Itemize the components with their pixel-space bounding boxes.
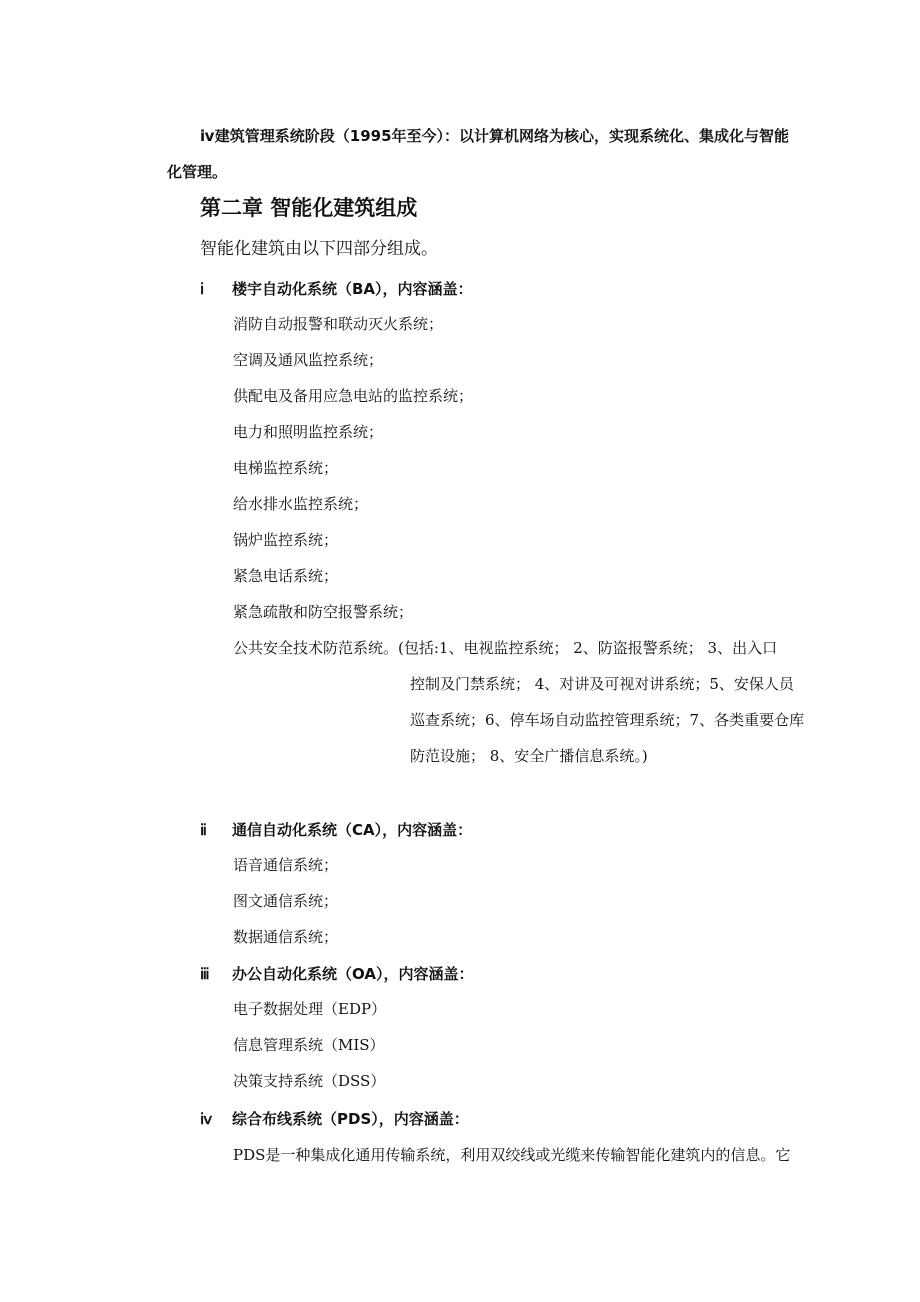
list-item: 空调及通风监控系统； — [233, 351, 384, 369]
section-title: 综合布线系统（PDS），内容涵盖： — [232, 1110, 469, 1128]
intro-paragraph — [167, 118, 837, 190]
section-number: ⅱ — [200, 823, 207, 839]
list-item: 紧急疏散和防空报警系统； — [233, 603, 414, 621]
security-line-4: 防范设施； 8、安全广播信息系统。) — [410, 747, 648, 765]
list-item: 紧急电话系统； — [233, 567, 339, 585]
pds-paragraph: PDS是一种集成化通用传输系统，利用双绞线或光缆来传输智能化建筑内的信息。它 — [233, 1146, 791, 1164]
section-number: ⅲ — [200, 967, 210, 983]
security-line-3: 巡查系统；6、停车场自动监控管理系统；7、各类重要仓库 — [410, 711, 805, 729]
section-list-ca — [233, 847, 338, 955]
section-heading-oa — [200, 963, 473, 984]
list-item: 信息管理系统（MIS） — [233, 1036, 385, 1054]
section-heading-pds — [200, 1108, 469, 1129]
list-item: 决策支持系统（DSS） — [233, 1072, 386, 1090]
security-line-2: 控制及门禁系统； 4、对讲及可视对讲系统；5、安保人员 — [410, 675, 794, 693]
security-line-1: 公共安全技术防范系统。(包括:1、电视监控系统； 2、防盗报警系统； 3、出入口 — [233, 639, 778, 657]
section-number: ⅳ — [200, 1112, 213, 1128]
section-heading-ba — [200, 278, 473, 299]
list-item: 供配电及备用应急电站的监控系统； — [233, 387, 474, 405]
intro-line-2: 化管理。 — [167, 163, 228, 181]
section-title: 通信自动化系统（CA），内容涵盖： — [232, 821, 473, 839]
list-item: 语音通信系统； — [233, 856, 339, 874]
security-system-paragraph — [233, 630, 835, 774]
list-item: 给水排水监控系统； — [233, 495, 369, 513]
section-heading-ca — [200, 819, 472, 840]
list-item: 数据通信系统； — [233, 928, 339, 946]
list-item: 电子数据处理（EDP） — [233, 1000, 387, 1018]
chapter-lead: 智能化建筑由以下四部分组成。 — [200, 239, 438, 259]
intro-line-1: ⅳ建筑管理系统阶段（1995年至今）：以计算机网络为核心，实现系统化、集成化与智能 — [200, 127, 790, 145]
section-title: 办公自动化系统（OA），内容涵盖： — [232, 965, 474, 983]
list-item: 图文通信系统； — [233, 892, 339, 910]
list-item: 消防自动报警和联动灭火系统； — [233, 315, 444, 333]
section-number: ⅰ — [200, 282, 205, 298]
chapter-title: 第二章 智能化建筑组成 — [200, 196, 418, 220]
section-title: 楼宇自动化系统（BA），内容涵盖： — [232, 280, 473, 298]
list-item: 锅炉监控系统； — [233, 531, 339, 549]
section-list-ba — [233, 306, 473, 630]
list-item: 电力和照明监控系统； — [233, 423, 384, 441]
section-list-oa — [233, 991, 386, 1099]
list-item: 电梯监控系统； — [233, 459, 339, 477]
